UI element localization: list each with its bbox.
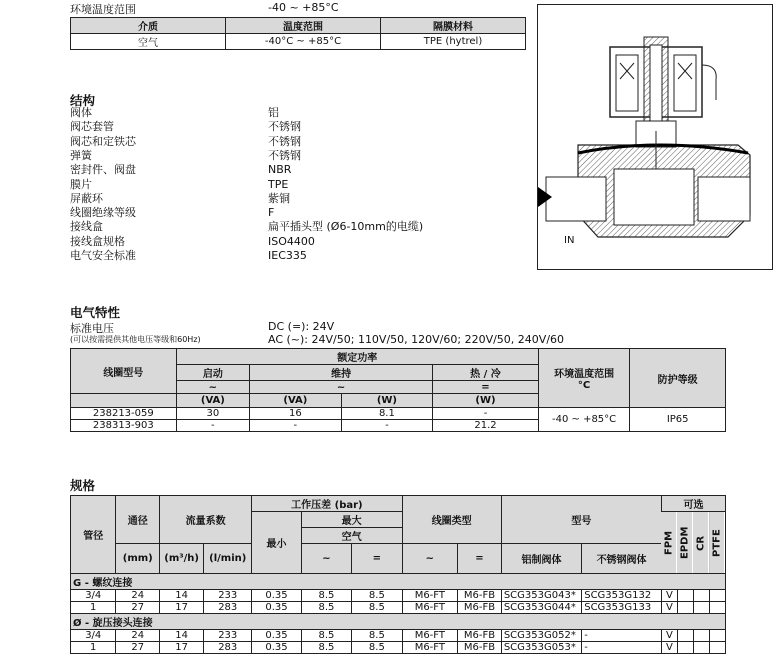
- spec-cell: M6-FB: [458, 630, 502, 642]
- hot-cold-eq: =: [433, 381, 539, 394]
- structure-value: F: [268, 206, 275, 220]
- spec-cell: SCG353G133: [582, 602, 662, 614]
- spec-cell: [709, 642, 725, 654]
- coil-cell: 238313-903: [71, 420, 177, 432]
- coil-type-header: 线圈型号: [71, 349, 177, 394]
- unit-va-2: (VA): [250, 394, 342, 408]
- structure-label: 电气安全标准: [70, 249, 136, 262]
- structure-value: 扁平插头型 (Ø6-10mm的电缆): [268, 220, 424, 234]
- membrane-cell: TPE (hytrel): [381, 34, 526, 50]
- rated-power-header: 额定功率: [176, 349, 538, 365]
- electrical-table: [70, 348, 726, 432]
- structure-label: 屏蔽环: [70, 191, 103, 205]
- spec-cell: SCG353G053*: [501, 642, 581, 654]
- start-header: 启动: [176, 365, 249, 381]
- env-temp-header: [538, 349, 630, 408]
- table-row: [71, 642, 726, 654]
- spec-cell: V: [661, 590, 677, 602]
- hold-va-cell: 16: [250, 408, 342, 420]
- ip-value-cell: IP65: [630, 408, 726, 432]
- structure-label: 阀芯套管: [70, 120, 114, 134]
- env-temp-header-text: 环境温度范围: [554, 369, 615, 380]
- structure-label: 阀体: [70, 106, 92, 119]
- coil-eq: =: [458, 544, 502, 574]
- hold-header: 维持: [250, 365, 433, 381]
- structure-label: 密封件、阀盘: [70, 163, 136, 177]
- structure-value: 不锈钢: [268, 148, 301, 162]
- coil-type-empty: [71, 394, 177, 408]
- medium-table: [70, 17, 526, 50]
- valve-cross-section-drawing: [538, 5, 772, 269]
- spec-cell: [709, 602, 725, 614]
- structure-label: 弹簧: [70, 148, 92, 162]
- spec-cell: 233: [204, 630, 252, 642]
- deg-unit: °C: [577, 380, 591, 391]
- option-header: 可选: [661, 496, 725, 512]
- spec-cell: 0.35: [252, 590, 302, 602]
- spec-cell: 27: [116, 642, 160, 654]
- spec-cell: 27: [116, 602, 160, 614]
- spec-cell: 3/4: [71, 590, 116, 602]
- al-body-header: 铝制阀体: [501, 544, 581, 574]
- temp-header: 温度范围: [226, 18, 381, 34]
- structure-title: 结构: [70, 93, 96, 108]
- structure-value: NBR: [268, 163, 292, 177]
- spec-cell: 17: [160, 642, 204, 654]
- spec-cell: [677, 602, 693, 614]
- pipe-header: 管径: [71, 496, 116, 574]
- env-temp-value: -40 ~ +85°C: [268, 1, 339, 14]
- spec-table: [70, 495, 726, 654]
- spec-cell: M6-FT: [402, 602, 458, 614]
- spec-cell: -: [582, 630, 662, 642]
- medium-cell: 空气: [71, 34, 226, 50]
- spec-cell: [677, 590, 693, 602]
- group-title: Ø - 旋压接头连接: [71, 614, 726, 630]
- structure-label: 膜片: [70, 177, 92, 191]
- structure-label: 阀芯和定铁芯: [70, 134, 136, 148]
- hot-cold-cell: 21.2: [433, 420, 539, 432]
- spec-cell: 24: [116, 630, 160, 642]
- protection-header: 防护等级: [630, 349, 726, 408]
- hot-cold-header: 热 / 冷: [433, 365, 539, 381]
- unit-w-2: (W): [433, 394, 539, 408]
- spec-cell: 1: [71, 602, 116, 614]
- spec-cell: 8.5: [301, 642, 351, 654]
- group-row: [71, 614, 726, 630]
- structure-value: IEC335: [268, 249, 307, 262]
- table-row: [71, 630, 726, 642]
- spec-cell: 8.5: [352, 630, 402, 642]
- std-voltage-note: (可以按需提供其他电压等级和60Hz): [70, 335, 201, 344]
- spec-cell: V: [661, 630, 677, 642]
- mm-unit: (mm): [116, 544, 160, 574]
- spec-cell: [709, 590, 725, 602]
- spec-cell: SCG353G052*: [501, 630, 581, 642]
- spec-cell: M6-FT: [402, 630, 458, 642]
- spec-cell: 0.35: [252, 602, 302, 614]
- dc-voltage: DC (=): 24V: [268, 320, 335, 333]
- opt-fpm: FPM: [661, 512, 677, 574]
- membrane-header: 隔膜材料: [381, 18, 526, 34]
- pressure-header: 工作压差 (bar): [252, 496, 402, 512]
- bore-header: 通径: [116, 496, 160, 544]
- structure-value: TPE: [268, 177, 289, 191]
- electrical-title: 电气特性: [70, 305, 121, 320]
- spec-cell: M6-FT: [402, 590, 458, 602]
- valve-figure: [537, 4, 773, 270]
- structure-value: 紫铜: [268, 191, 290, 205]
- spec-cell: 8.5: [301, 590, 351, 602]
- specs-title: 规格: [70, 478, 96, 493]
- coil-cell: 238213-059: [71, 408, 177, 420]
- spec-cell: 14: [160, 630, 204, 642]
- group-title: G - 螺纹连接: [71, 574, 726, 590]
- structure-value: 铝: [268, 106, 279, 119]
- hold-w-cell: -: [341, 420, 433, 432]
- m3h-unit: (m³/h): [160, 544, 204, 574]
- coil-header: 线圈类型: [402, 496, 501, 544]
- spec-cell: M6-FB: [458, 590, 502, 602]
- start-tilde: ~: [176, 381, 249, 394]
- max-tilde: ~: [301, 544, 351, 574]
- spec-cell: 283: [204, 602, 252, 614]
- start-cell: 30: [176, 408, 249, 420]
- spec-cell: 8.5: [301, 630, 351, 642]
- spec-cell: SCG353G132: [582, 590, 662, 602]
- spec-cell: 3/4: [71, 630, 116, 642]
- spec-cell: [693, 602, 709, 614]
- spec-cell: 17: [160, 602, 204, 614]
- hold-va-cell: -: [250, 420, 342, 432]
- spec-cell: [709, 630, 725, 642]
- spec-cell: V: [661, 642, 677, 654]
- coil-tilde: ~: [402, 544, 458, 574]
- medium-header: 介质: [71, 18, 226, 34]
- air-header: 空气: [301, 528, 402, 544]
- group-row: [71, 574, 726, 590]
- structure-label: 接线盒规格: [70, 234, 125, 248]
- unit-va-1: (VA): [176, 394, 249, 408]
- table-row: [71, 590, 726, 602]
- opt-cr: CR: [693, 512, 709, 574]
- unit-w-1: (W): [341, 394, 433, 408]
- spec-cell: [693, 630, 709, 642]
- spec-cell: [677, 642, 693, 654]
- hold-tilde: ~: [250, 381, 433, 394]
- opt-epdm: EPDM: [677, 512, 693, 574]
- in-label: IN: [564, 235, 575, 246]
- spec-cell: SCG353G043*: [501, 590, 581, 602]
- spec-cell: 8.5: [352, 642, 402, 654]
- spec-cell: 283: [204, 642, 252, 654]
- spec-cell: V: [661, 602, 677, 614]
- min-header: 最小: [252, 512, 302, 574]
- spec-cell: 0.35: [252, 642, 302, 654]
- spec-cell: 1: [71, 642, 116, 654]
- structure-value: ISO4400: [268, 234, 315, 248]
- spec-cell: 14: [160, 590, 204, 602]
- max-eq: =: [352, 544, 402, 574]
- opt-ptfe: PTFE: [709, 512, 725, 574]
- spec-cell: M6-FT: [402, 642, 458, 654]
- max-header: 最大: [301, 512, 402, 528]
- std-voltage-label: 标准电压: [70, 322, 114, 335]
- start-cell: -: [176, 420, 249, 432]
- spec-cell: 8.5: [352, 602, 402, 614]
- spec-cell: -: [582, 642, 662, 654]
- structure-label: 接线盒: [70, 220, 103, 234]
- spec-cell: 8.5: [352, 590, 402, 602]
- spec-cell: 8.5: [301, 602, 351, 614]
- flow-header: 流量系数: [160, 496, 252, 544]
- ac-voltage: AC (~): 24V/50; 110V/50, 120V/60; 220V/50, 240V/60: [268, 333, 565, 346]
- spec-cell: [693, 590, 709, 602]
- spec-cell: M6-FB: [458, 602, 502, 614]
- structure-value: 不锈钢: [268, 134, 301, 148]
- env-temp-label: 环境温度范围: [70, 3, 136, 16]
- spec-body: [71, 574, 726, 654]
- temp-value-cell: -40 ~ +85°C: [538, 408, 630, 432]
- ss-body-header: 不锈钢阀体: [582, 544, 662, 574]
- spec-cell: M6-FB: [458, 642, 502, 654]
- spec-cell: [693, 642, 709, 654]
- spec-cell: 24: [116, 590, 160, 602]
- spec-cell: 233: [204, 590, 252, 602]
- structure-label: 线圈绝缘等级: [70, 206, 136, 220]
- table-row: [71, 602, 726, 614]
- spec-cell: SCG353G044*: [501, 602, 581, 614]
- table-row: [71, 408, 726, 420]
- hold-w-cell: 8.1: [341, 408, 433, 420]
- spec-cell: [677, 630, 693, 642]
- lmin-unit: (l/min): [204, 544, 252, 574]
- temp-cell: -40°C ~ +85°C: [226, 34, 381, 50]
- structure-value: 不锈钢: [268, 120, 301, 134]
- model-header: 型号: [501, 496, 661, 544]
- hot-cold-cell: -: [433, 408, 539, 420]
- spec-cell: 0.35: [252, 630, 302, 642]
